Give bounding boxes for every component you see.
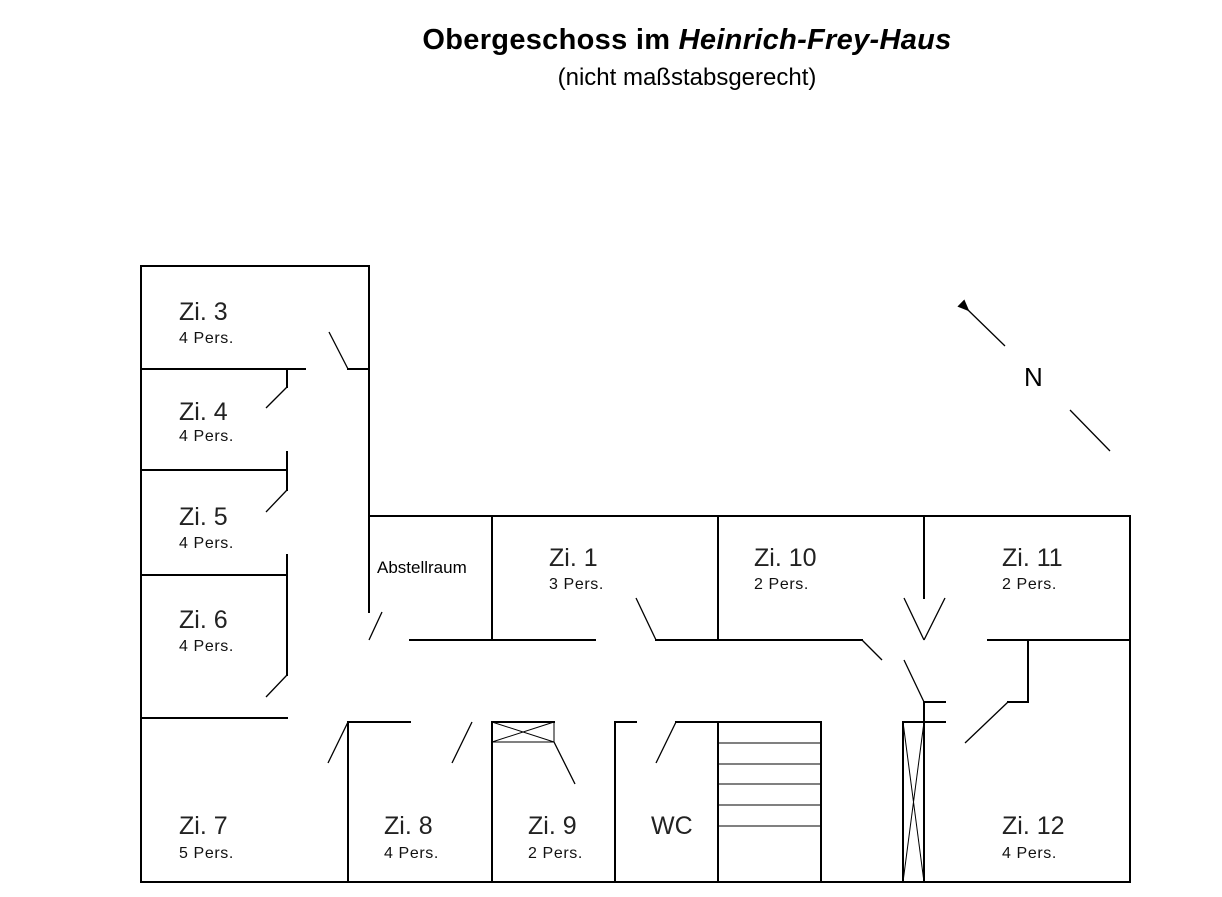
plan-title-building: Heinrich-Frey-Haus	[678, 24, 952, 56]
room-name-zi8: Zi. 8	[384, 812, 433, 840]
room-persons-zi5: 4 Pers.	[179, 535, 234, 552]
staircase	[718, 743, 821, 826]
room-name-zi5: Zi. 5	[179, 503, 228, 531]
room-name-zi9: Zi. 9	[528, 812, 577, 840]
interior-walls	[141, 369, 1130, 882]
room-name-zi7: Zi. 7	[179, 812, 228, 840]
room-persons-zi9: 2 Pers.	[528, 845, 583, 862]
plan-subtitle: (nicht maßstabsgerecht)	[557, 64, 817, 91]
room-persons-zi11: 2 Pers.	[1002, 576, 1057, 593]
room-persons-zi1: 3 Pers.	[549, 576, 604, 593]
room-persons-zi4: 4 Pers.	[179, 428, 234, 445]
room-persons-zi6: 4 Pers.	[179, 638, 234, 655]
north-label: N	[1024, 362, 1043, 392]
room-name-zi12: Zi. 12	[1002, 812, 1065, 840]
room-name-zi10: Zi. 10	[754, 544, 817, 572]
plan-title-main: Obergeschoss im	[422, 24, 679, 56]
room-persons-zi7: 5 Pers.	[179, 845, 234, 862]
room-name-zi6: Zi. 6	[179, 606, 228, 634]
room-persons-zi12: 4 Pers.	[1002, 845, 1057, 862]
room-persons-zi10: 2 Pers.	[754, 576, 809, 593]
storage-room-label: Abstellraum	[377, 558, 467, 577]
north-compass	[968, 310, 1110, 451]
room-name-zi4: Zi. 4	[179, 398, 228, 426]
north-arrow-icon	[968, 310, 1005, 346]
room-name-zi11: Zi. 11	[1002, 544, 1063, 572]
room-name-zi1: Zi. 1	[549, 544, 598, 572]
room-labels	[179, 298, 1065, 862]
room-persons-zi3: 4 Pers.	[179, 330, 234, 347]
outer-walls	[141, 266, 1130, 882]
room-name-wc: WC	[651, 812, 693, 840]
room-persons-zi8: 4 Pers.	[384, 845, 439, 862]
room-name-zi3: Zi. 3	[179, 298, 228, 326]
